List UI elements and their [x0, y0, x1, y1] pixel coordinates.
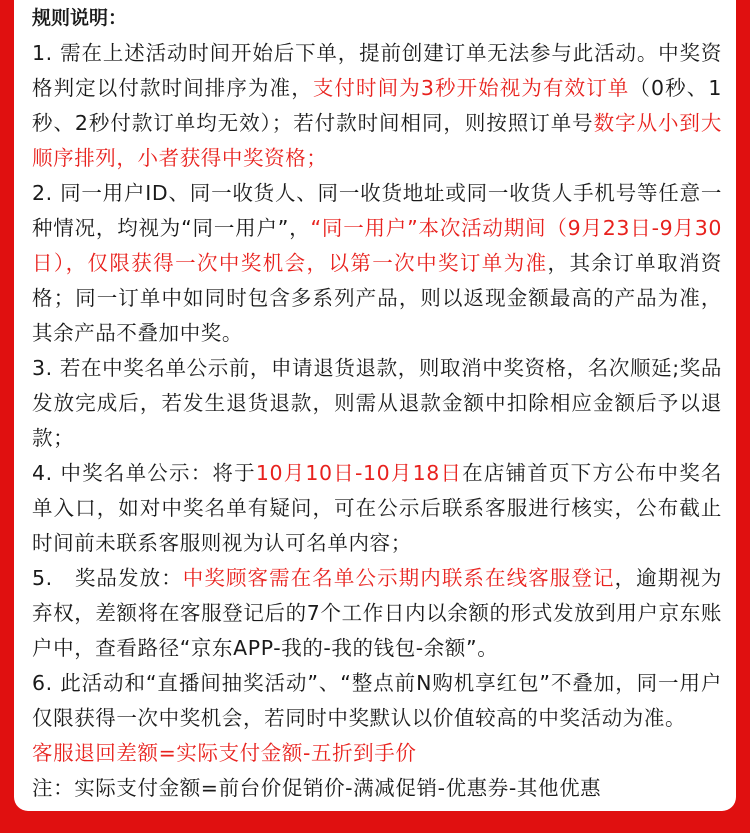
rule-2-text-a: 2. 同一用户ID、同一收货人、同一收货地址或同一收货人手机号等任意一种情况，均视为“同一用户”， [32, 181, 722, 240]
rule-2 [32, 176, 722, 351]
rule-1-highlight-valid-order: 支付时间为3秒开始视为有效订单 [312, 76, 630, 100]
payment-note: 注：实际支付金额=前台价促销价-满减促销-优惠券-其他优惠 [32, 776, 602, 800]
rules-heading: 规则说明： [32, 7, 128, 29]
rule-4-text-a: 4. 中奖名单公示：将于 [32, 461, 256, 485]
rule-5-text-a: 5. 奖品发放： [32, 566, 183, 590]
rule-4-text-c: 在店铺首页下方公布中奖名单入口，如对中奖名单有疑问，可在公示后联系客服进行核实，公布截止时间前未联系客服则视为认可名单内容； [32, 461, 722, 555]
rule-2-highlight-period: “同一用户”本次活动期间（9月23日-9月30日），仅限获得一次中奖机会，以第一次中奖订单为准 [32, 216, 722, 275]
rule-1 [32, 36, 722, 176]
rule-5-highlight-contact: 中奖顾客需在名单公示期内联系在线客服登记 [182, 566, 615, 590]
rule-5-text-c: ，逾期视为弃权，差额将在客服登记后的7个工作日内以余额的形式发放到用户京东账户中，查看路径“京东APP-我的-我的钱包-余额”。 [32, 566, 723, 660]
rules-panel [14, 0, 736, 811]
rule-5 [32, 561, 722, 666]
rule-2-text-c: ，其余订单取消资格；同一订单中如同时包含多系列产品，则以返现金额最高的产品为准，其余产品不叠加中奖。 [32, 251, 722, 345]
rule-1-text-c: （0秒、1秒、2秒付款订单均无效）；若付款时间相同，则按照订单号 [32, 76, 722, 135]
rule-1-text-a: 1. 需在上述活动时间开始后下单，提前创建订单无法参与此活动。中奖资格判定以付款时间排序为准， [32, 41, 722, 100]
rule-3: 3. 若在中奖名单公示前，申请退货退款，则取消中奖资格，名次顺延;奖品发放完成后，若发生退货退款，则需从退款金额中扣除相应金额后予以退款； [32, 356, 722, 450]
refund-formula: 客服退回差额=实际支付金额-五折到手价 [32, 741, 417, 765]
rule-6: 6. 此活动和“直播间抽奖活动”、“整点前N购机享红包”不叠加，同一用户仅限获得一次中奖机会，若同时中奖默认以价值较高的中奖活动为准。 [32, 671, 722, 730]
rule-4-highlight-dates: 10月10日-10月18日 [255, 461, 463, 485]
rule-4 [32, 456, 722, 561]
rules-list [32, 36, 722, 806]
rule-1-highlight-order-number: 数字从小到大顺序排列，小者获得中奖资格； [32, 111, 722, 170]
